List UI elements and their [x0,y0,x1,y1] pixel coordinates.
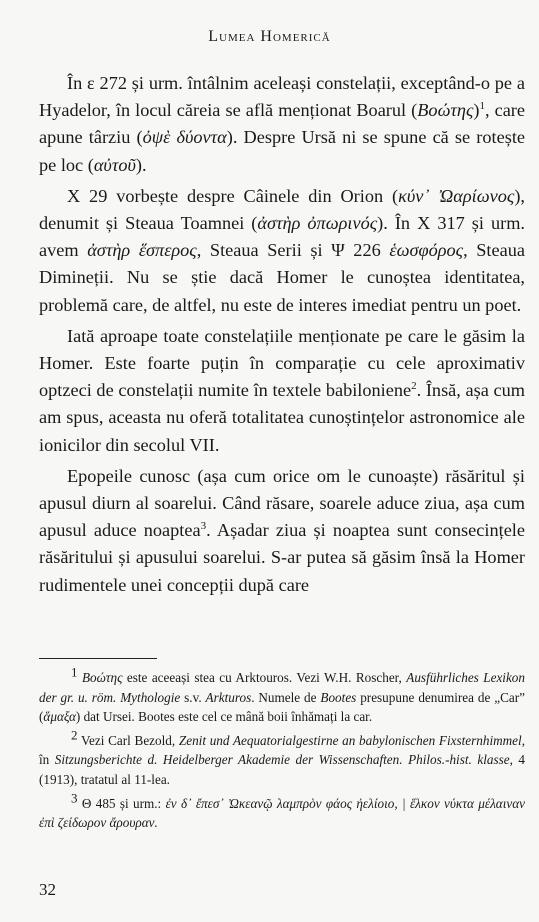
footnote-ref: 1 [479,100,485,113]
footnote-ref: 3 [200,520,207,533]
paragraph: Iată aproape toate constelațiile menționate pe care le găsim la Homer. Este foarte puțin în comparație cu cele aproximativ optzeci de constelații numite în textele babiloniene$^2$. Însă, așa cum am spus, aceasta nu oferă totalitatea cunoștințelor astronomice ale ionicilor din secolul VII. [39,325,525,455]
footnote: $^3$ Θ 485 și urm.: ἐν δ᾽ ἔπεσ᾽ Ὠκεανῷ λαμπρὸν φάος ἠελίοιο, | ἕλκον νύκτα μέλαιναν ἐπὶ ζείδωρον ἄρουραν. [39,790,525,831]
page-number: 32 [39,880,56,899]
body-text [39,70,525,599]
paragraph: Epopeile cunosc (așa cum orice om le cunoaște) răsăritul și apusul diurn al soarelui. Când răsare, soarele aduce ziua, așa cum apusul aduce noaptea$^3$. Așadar ziua și noaptea sunt consecințele răsăritului și apusului soarelui. S-ar putea să găsim însă la Homer rudimentele unei concepții după care [39,465,526,595]
footnote-divider [39,658,157,659]
running-header: Lumea Homerică [208,28,331,45]
footnotes [39,664,525,837]
footnote-ref: 2 [411,380,417,393]
paragraph: În ε 272 și urm. întâlnim aceleași constelații, exceptând-o pe a Hyadelor, în locul căreia se află menționat Boarul $(Boώ\tau\eta\varsigma)^1$, care apune târziu (ὀψὲ δύοντα). Despre Ursă ni se spune că se rotește pe loc (αὐτοῦ). [39,73,526,175]
footnote: $^1$ Βοώτης este aceeași stea cu Arktouros. Vezi W.H. Roscher, Ausführliches Lexikon der gr. u. röm. Mythologie s.v. Arkturos. Numele de Bootes presupune denumirea de „Car” (ἅμαξα) dat Ursei. Bootes este cel ce mână boii înhămați la car. [39,664,525,725]
footnote: $^2$ Vezi Carl Bezold, Zenit und Aequatorialgestirne an babylonischen Fixsternhimmel, în Sitzungsberichte d. Heidelberger Akademie der Wissenschaften. Philos.-hist. klasse, 4 (1913), tratatul al 11-lea. [39,727,525,787]
paragraph: X 29 vorbește despre Câinele din Orion (κύν᾽ Ὠαρίωνος), denumit și Steaua Toamnei (ἀστὴρ ὀπωρινός). În X 317 și urm. avem ἀστὴρ ἕσπερος, Steaua Serii și Ψ 226 ἑωσφόρος, Steaua Dimineții. Nu se știe dacă Homer le cunoștea identitatea, problemă care, de altfel, nu este de interes imediat pentru un poet. [39,185,525,315]
